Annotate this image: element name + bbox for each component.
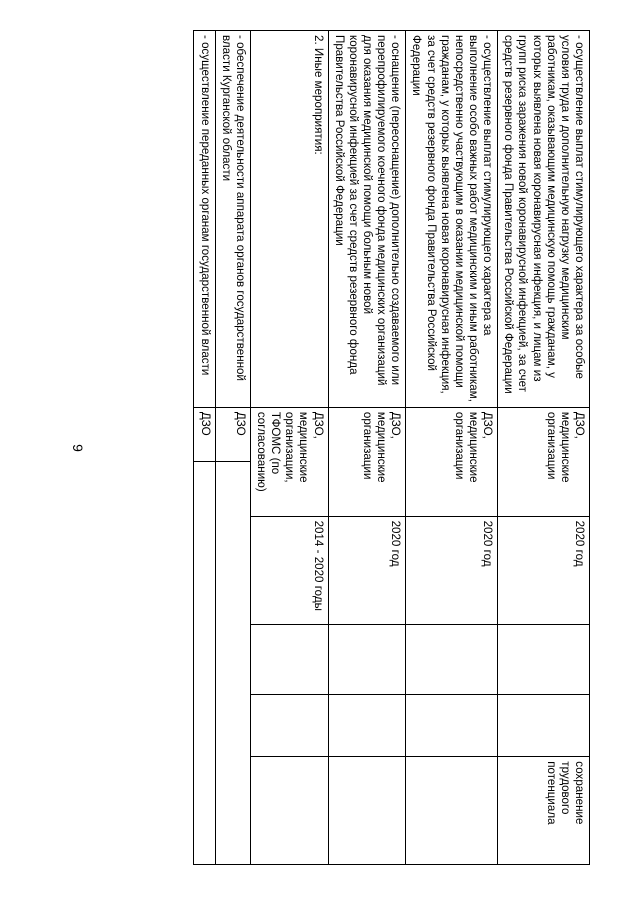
- empty-cell: [406, 757, 498, 865]
- table-row: [215, 31, 250, 865]
- executor-cell: ДЗО, медицинские организации, ТФОМС (по согласованию): [250, 407, 328, 516]
- empty-cell: [215, 462, 250, 865]
- period-cell: 2020 год: [498, 516, 590, 625]
- empty-cell: [194, 462, 215, 865]
- empty-cell: [328, 625, 406, 695]
- period-cell: 2020 год: [328, 516, 406, 625]
- measure-text: - осуществление выплат стимулирующего характера за особые условия труда и дополнительную нагрузку медицинским работникам, оказывающим медицинскую помощь гражданам, у которых выявлена новая коронавирусная инфекция, и лицам из групп риска заражения новой коронавирусной инфекцией, за счет средств резервного фонда Правительства Российской Федерации: [498, 31, 590, 408]
- empty-cell: [328, 757, 406, 865]
- measure-text: - осуществление выплат стимулирующего характера за выполнение особо важных работ медицинским и иным работникам, непосредственно участвующим в оказании медицинской помощи гражданам, у которых выявлена новая коронавирусная инфекция, за счет средств резервного фонда Правительства Российской Федерации: [406, 31, 498, 408]
- empty-cell: [328, 695, 406, 757]
- executor-cell: ДЗО: [215, 407, 250, 461]
- rotated-table-page: [105, 30, 590, 865]
- result-cell: сохранение трудового потенциала: [498, 757, 590, 865]
- period-cell: 2020 год: [406, 516, 498, 625]
- empty-cell: [406, 695, 498, 757]
- table-row: [406, 31, 498, 865]
- executor-cell: ДЗО: [194, 407, 215, 461]
- empty-cell: [498, 625, 590, 695]
- table-row: [498, 31, 590, 865]
- table-row: [250, 31, 328, 865]
- empty-cell: [498, 695, 590, 757]
- measure-text: - обеспечение деятельности аппарата органов государственной власти Курганской области: [215, 31, 250, 408]
- executor-cell: ДЗО, медицинские организации: [328, 407, 406, 516]
- measure-text: 2. Иные мероприятия:: [250, 31, 328, 408]
- executor-cell: ДЗО, медицинские организации: [406, 407, 498, 516]
- empty-cell: [406, 625, 498, 695]
- empty-cell: [250, 757, 328, 865]
- measure-text: - осуществление переданных органам государственной власти: [194, 31, 215, 408]
- empty-cell: [250, 695, 328, 757]
- period-cell: 2014 - 2020 годы: [250, 516, 328, 625]
- page-number: 9: [69, 444, 86, 452]
- empty-cell: [250, 625, 328, 695]
- executor-cell: ДЗО, медицинские организации: [498, 407, 590, 516]
- table-row: [194, 31, 215, 865]
- table-row: [328, 31, 406, 865]
- measures-table: [193, 30, 590, 865]
- measure-text: - оснащение (переоснащение) дополнительно создаваемого или перепрофилируемого коечного фонда медицинских организаций для оказания медицинской помощи больным новой коронавирусной инфекцией за счет средств резервного фонда Правительства Российской Федерации: [328, 31, 406, 408]
